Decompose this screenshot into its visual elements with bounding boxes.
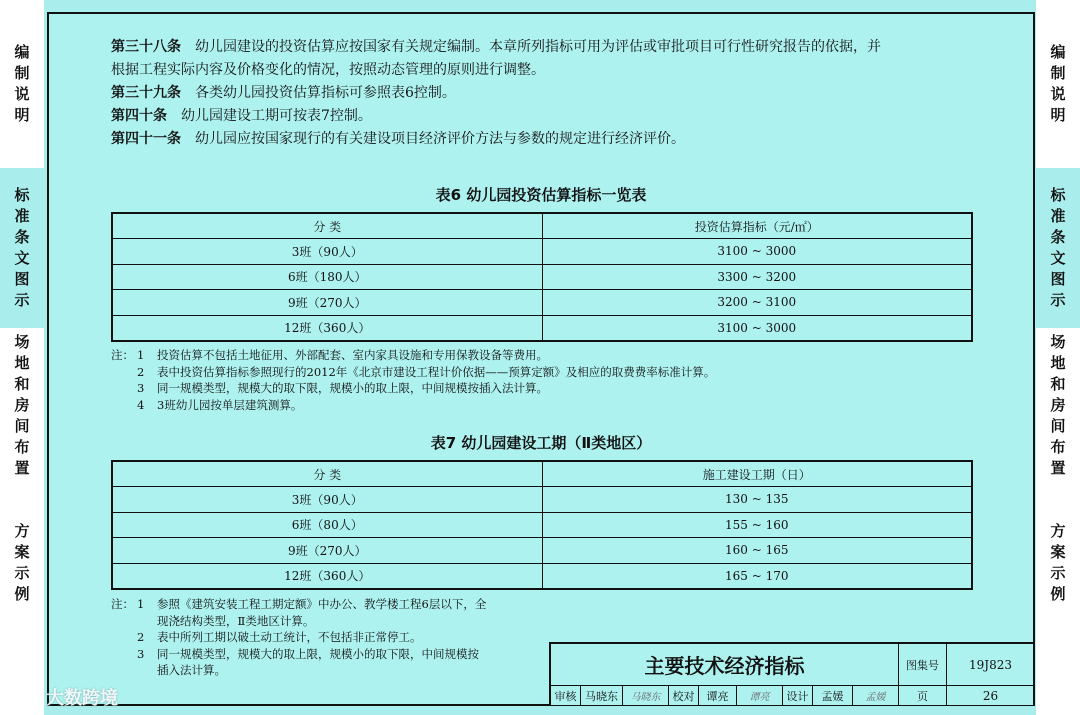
side-tab-3-right[interactable]: [1036, 483, 1080, 643]
cell: 160 ~ 165: [542, 538, 972, 564]
note-number: 3: [137, 381, 145, 395]
table-row: [112, 538, 972, 564]
note-text: 插入法计算。: [157, 663, 226, 677]
cell: 12班（360人）: [112, 315, 542, 341]
side-tab-1-right[interactable]: [1036, 168, 1080, 328]
table-row: [112, 512, 972, 538]
side-tab-2[interactable]: [0, 328, 44, 483]
clause-label: 第四十一条: [111, 131, 181, 147]
cell: 9班（270人）: [112, 290, 542, 316]
table6-title: 表6 幼儿园投资估算指标一览表: [435, 186, 647, 204]
cell: 3班（90人）: [112, 487, 542, 513]
table-row: [112, 315, 972, 341]
checker-name: 谭亮: [699, 686, 737, 706]
reviewer-name: 马晓东: [581, 686, 623, 706]
cell: 130 ~ 135: [542, 487, 972, 513]
table-row: [112, 290, 972, 316]
side-tab-1[interactable]: [0, 168, 44, 328]
note-number: 4: [137, 397, 145, 412]
table6: [111, 212, 973, 342]
note: [111, 380, 971, 397]
cell: 6班（180人）: [112, 264, 542, 290]
cell: 155 ~ 160: [542, 512, 972, 538]
design-label: 设计: [783, 686, 813, 706]
drawing-title: 主要技术经济指标: [551, 644, 899, 686]
note-number: 1: [137, 597, 145, 611]
clause-text: 根据工程实际内容及价格变化的情况，按照动态管理的原则进行调整。: [111, 62, 545, 78]
clause-label: 第三十九条: [111, 85, 181, 101]
note: [111, 662, 551, 679]
clause-text: 幼儿园应按国家现行的有关建设项目经济评价方法与参数的规定进行经济评价。: [195, 131, 685, 147]
side-tab-0[interactable]: [0, 0, 44, 168]
note-number: 3: [137, 646, 145, 661]
note-prefix: 注：: [111, 597, 134, 611]
clause-text: 各类幼儿园投资估算指标可参照表6控制。: [195, 85, 456, 101]
table7: [111, 460, 973, 590]
atlas-number: 19J823: [947, 644, 1035, 686]
note-text: 参照《建筑安装工程工期定额》中办公、教学楼工程6层以下，全: [157, 597, 487, 611]
clause-text: 幼儿园建设工期可按表7控制。: [181, 108, 372, 124]
checker-signature: 谭亮: [737, 686, 783, 706]
note: [111, 347, 971, 364]
clause-label: 第三十八条: [111, 39, 181, 55]
clause-text: 幼儿园建设的投资估算应按国家有关规定编制。本章所列指标可用为评估或审批项目可行性研究报告的依据，并: [195, 39, 881, 55]
table6-notes: [111, 347, 971, 413]
tab-text: 标 准 条 文 图 示: [14, 186, 30, 309]
page-label: 页: [899, 686, 947, 706]
note: [111, 397, 971, 414]
tab-text: 标 准 条 文 图 示: [1050, 186, 1066, 309]
watermark-logo-icon: [10, 687, 40, 707]
side-tab-blank-right: [1036, 643, 1080, 715]
tab-text: 方 案 示 例: [14, 522, 30, 603]
side-tab-3[interactable]: [0, 483, 44, 643]
cell: 12班（360人）: [112, 563, 542, 589]
header-value: 施工建设工期（日）: [542, 461, 972, 487]
designer-signature: 孟媛: [853, 686, 899, 706]
note: [111, 596, 551, 613]
check-label: 校对: [669, 686, 699, 706]
note-text: 现浇结构类型，Ⅱ类地区计算。: [157, 613, 315, 628]
header-category: 分 类: [112, 461, 542, 487]
tab-text: 编 制 说 明: [1050, 43, 1066, 124]
note-text: 投资估算不包括土地征用、外部配套、室内家具设施和专用保教设备等费用。: [157, 348, 548, 362]
cell: 3100 ~ 3000: [542, 239, 972, 265]
watermark: [10, 684, 118, 710]
cell: 3200 ~ 3100: [542, 290, 972, 316]
note: [111, 613, 551, 630]
clause-38: [111, 36, 1011, 59]
note-text: 表中投资估算指标参照现行的2012年《北京市建设工程计价依据——预算定额》及相应的取费费率标准计算。: [157, 364, 716, 379]
clause-41: [111, 128, 1011, 151]
header-category: 分 类: [112, 213, 542, 239]
right-side-tabs: [1036, 0, 1080, 715]
table-row: [112, 239, 972, 265]
side-tab-0-right[interactable]: [1036, 0, 1080, 168]
title-block: [549, 642, 1033, 706]
left-side-tabs: [0, 0, 44, 715]
atlas-label: 图集号: [899, 644, 947, 686]
note-number: 2: [137, 364, 145, 379]
watermark-text: 大数跨境: [46, 688, 118, 709]
note-text: 同一规模类型，规模大的取上限，规模小的取下限，中间规模按: [157, 646, 479, 661]
page-frame: [47, 12, 1035, 706]
designer-name: 孟媛: [813, 686, 853, 706]
tab-text: 场 地 和 房 间 布 置: [14, 333, 30, 477]
cell: 6班（80人）: [112, 512, 542, 538]
note-number: 2: [137, 630, 145, 644]
note-text: 同一规模类型，规模大的取下限，规模小的取上限，中间规模按插入法计算。: [157, 381, 548, 395]
cell: 3300 ~ 3200: [542, 264, 972, 290]
table-row: [112, 487, 972, 513]
table-row: [112, 264, 972, 290]
page-number: 26: [947, 686, 1035, 706]
clause-40: [111, 105, 1011, 128]
review-label: 审核: [551, 686, 581, 706]
table-row: [112, 563, 972, 589]
table7-title: 表7 幼儿园建设工期（Ⅱ类地区）: [430, 434, 652, 452]
note: [111, 364, 971, 381]
clause-38-cont: [111, 59, 1011, 82]
table7-notes: [111, 596, 551, 679]
reviewer-signature: 马晓东: [623, 686, 669, 706]
header-value: 投资估算指标（元/㎡）: [542, 213, 972, 239]
note-number: 1: [137, 348, 145, 362]
tab-text: 编 制 说 明: [14, 43, 30, 124]
note-text: 表中所列工期以破土动工统计，不包括非正常停工。: [157, 630, 422, 644]
cell: 165 ~ 170: [542, 563, 972, 589]
note-prefix: 注：: [111, 348, 134, 362]
table-header-row: [112, 461, 972, 487]
cell: 9班（270人）: [112, 538, 542, 564]
side-tab-2-right[interactable]: [1036, 328, 1080, 483]
clause-label: 第四十条: [111, 108, 167, 124]
note: [111, 629, 551, 646]
cell: 3100 ~ 3000: [542, 315, 972, 341]
note: [111, 646, 551, 663]
tab-text: 场 地 和 房 间 布 置: [1050, 333, 1066, 477]
cell: 3班（90人）: [112, 239, 542, 265]
note-text: 3班幼儿园按单层建筑测算。: [157, 397, 303, 412]
tab-text: 方 案 示 例: [1050, 522, 1066, 603]
table-header-row: [112, 213, 972, 239]
clause-39: [111, 82, 1011, 105]
